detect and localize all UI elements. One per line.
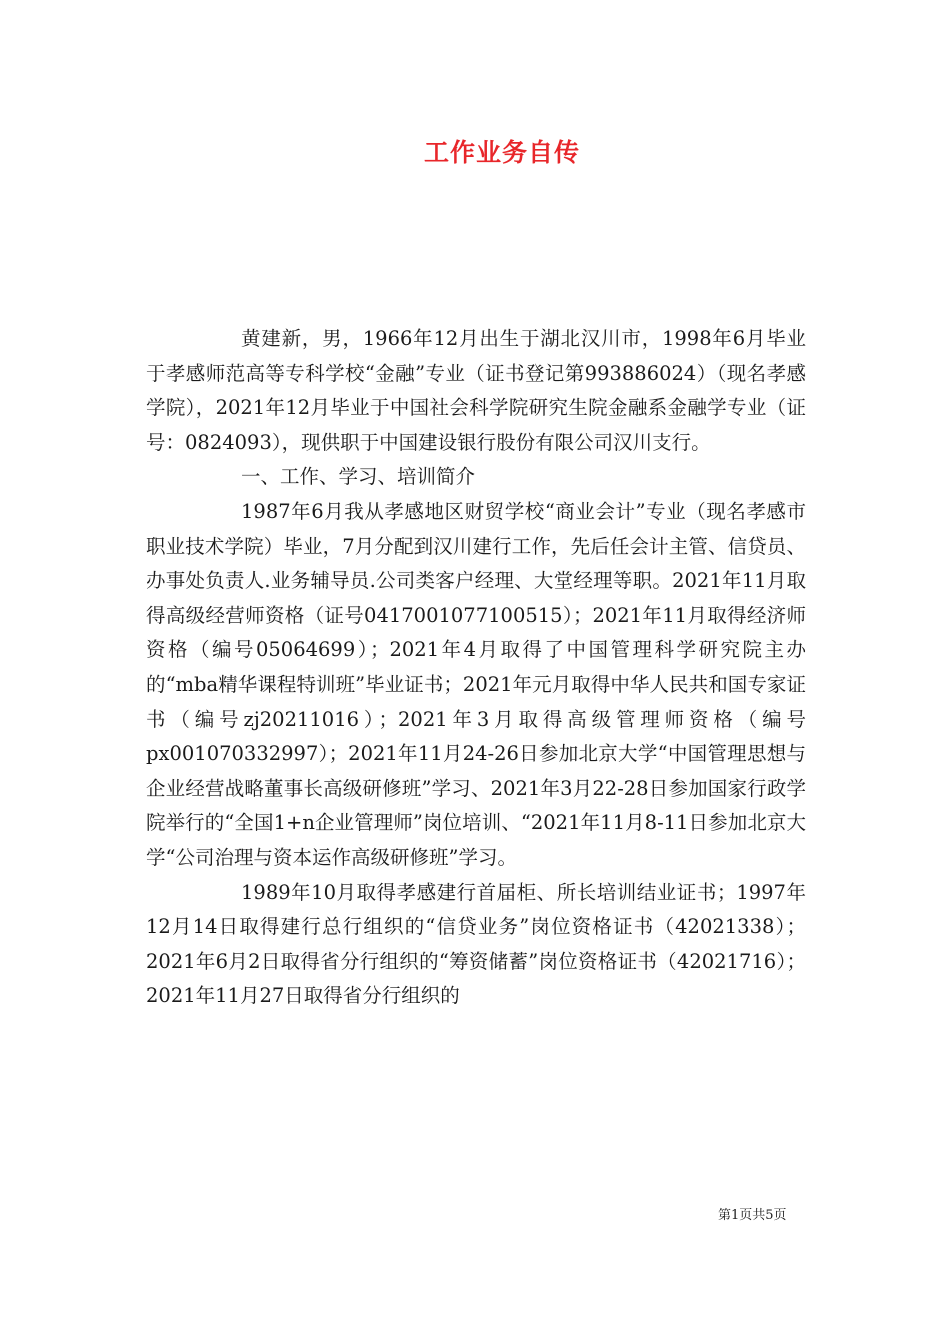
page-number: 第1页共5页: [718, 1208, 787, 1223]
document-title: 工作业务自传: [423, 138, 580, 167]
paragraph-intro: 黄建新，男，1966年12月出生于湖北汉川市，1998年6月毕业于孝感师范高等专科学校“金融”专业（证书登记第993886024）（现名孝感学院），2021年12月毕业于中国社会科学院研究生院金融系金融学专业（证号：0824093），现供职于中国建设银行股份有限公司汉川支行。: [146, 327, 806, 454]
paragraph-certificates: 1989年10月取得孝感建行首届柜、所长培训结业证书；1997年12月14日取得建行总行组织的“信贷业务”岗位资格证书（42021338）；2021年6月2日取得省分行组织的“筹资储蓄”岗位资格证书（42021716）；2021年11月27日取得省分行组织的: [146, 880, 806, 1008]
paragraph-work-history: 1987年6月我从孝感地区财贸学校“商业会计”专业（现名孝感市职业技术学院）毕业，7月分配到汉川建行工作，先后任会计主管、信贷员、办事处负责人.业务辅导员.公司类客户经理、大堂经理等职。2021年11月取得高级经营师资格（证号0417001077100515）；2021年11月取得经济师资格（编号05064699）；2021年4月取得了中国管理科学研究院主办的“mba精华课程特训班”毕业证书；2021年元月取得中华人民共和国专家证书（编号zj20211016）；2021年3月取得高级管理师资格（编号px001070332997）；2021年11月24-26日参加北京大学“中国管理思想与企业经营战略董事长高级研修班”学习、2021年3月22-28日参加国家行政学院举行的“全国1+n企业管理师”岗位培训、“2021年11月8-11日参加北京大学“公司治理与资本运作高级研修班”学习。: [146, 499, 806, 869]
document-body: [146, 322, 806, 1014]
section-heading: 一、工作、学习、培训简介: [241, 465, 476, 489]
